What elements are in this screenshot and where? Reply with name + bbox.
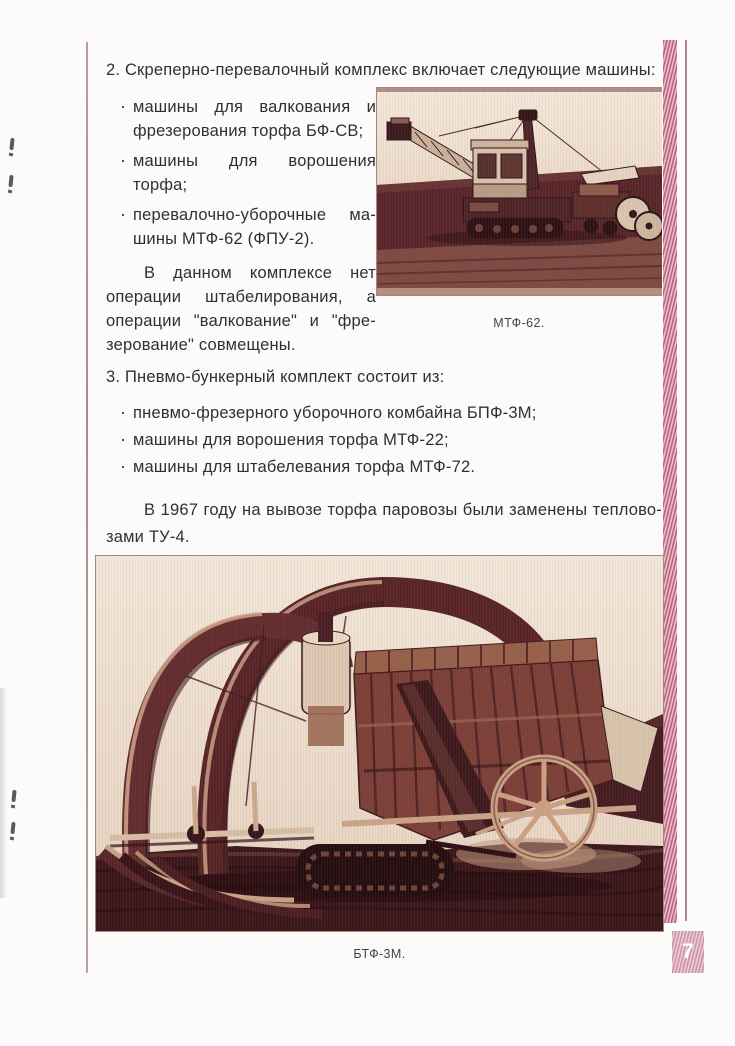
paragraph-line: зами ТУ-4. xyxy=(106,528,190,546)
list-item xyxy=(106,203,376,251)
paragraph xyxy=(106,497,662,551)
list-item-line: торфа; xyxy=(133,176,188,194)
binding-mark xyxy=(10,822,16,842)
machine-list xyxy=(106,400,662,481)
paragraph xyxy=(106,261,376,357)
machine-list xyxy=(106,95,376,251)
list-item xyxy=(106,95,376,143)
section-2 xyxy=(106,58,662,357)
bullet-icon: · xyxy=(120,204,127,224)
photo-caption: БТФ-3М. xyxy=(353,947,406,961)
section-3 xyxy=(106,365,662,551)
paragraph-line: операции штабелирования, а xyxy=(106,288,376,306)
page-content xyxy=(106,58,662,551)
list-item xyxy=(106,149,376,197)
photo-mtf-62-illustration xyxy=(377,88,662,295)
page-number-badge: 7 xyxy=(672,931,704,973)
paragraph-line: зерование" совмещены. xyxy=(106,336,296,354)
right-border-band xyxy=(663,40,677,923)
binding-mark xyxy=(9,138,15,158)
right-border-rule xyxy=(685,40,687,921)
photo-frame xyxy=(95,555,664,932)
photo-mtf-62 xyxy=(376,87,662,357)
list-item-line: машины для штабелевания торфа МТФ-72. xyxy=(133,458,476,476)
section-2-heading: 2. Скреперно-перевалочный комплекс включает следующие машины: xyxy=(106,61,656,79)
list-item xyxy=(106,427,662,454)
binding-mark xyxy=(8,175,14,195)
bullet-icon: · xyxy=(120,96,127,116)
list-item-line: перевалочно-уборочные ма- xyxy=(133,206,376,224)
paragraph-line: В 1967 году на вывозе торфа паровозы были заменены теплово- xyxy=(144,501,662,519)
section-2-text-column xyxy=(106,95,376,357)
section-3-heading: 3. Пневмо-бункерный комплект состоит из: xyxy=(106,368,445,386)
list-item-line: пневмо-фрезерного уборочного комбайна БПФ-3М; xyxy=(133,404,537,422)
list-item xyxy=(106,454,662,481)
bullet-icon: · xyxy=(120,150,127,170)
paragraph-line: В данном комплексе нет xyxy=(144,264,376,282)
binding-mark xyxy=(11,790,17,810)
scan-edge-shading xyxy=(0,688,7,898)
bullet-icon: · xyxy=(120,402,127,422)
photo-caption: МТФ-62. xyxy=(493,316,545,330)
list-item-line: машины для ворошения xyxy=(133,152,376,170)
paragraph-line: операции "валкование" и "фре- xyxy=(106,312,376,330)
photo-frame xyxy=(376,87,662,296)
list-item xyxy=(106,400,662,427)
photo-btf-3m-illustration xyxy=(96,556,663,931)
list-item-line: машины для валкования и xyxy=(133,98,376,116)
bullet-icon: · xyxy=(120,456,127,476)
list-item-line: фрезерования торфа БФ-СВ; xyxy=(133,122,364,140)
bullet-icon: · xyxy=(120,429,127,449)
list-item-line: шины МТФ-62 (ФПУ-2). xyxy=(133,230,315,248)
photo-btf-3m xyxy=(95,555,664,961)
left-border-rule xyxy=(86,42,88,973)
list-item-line: машины для ворошения торфа МТФ-22; xyxy=(133,431,449,449)
